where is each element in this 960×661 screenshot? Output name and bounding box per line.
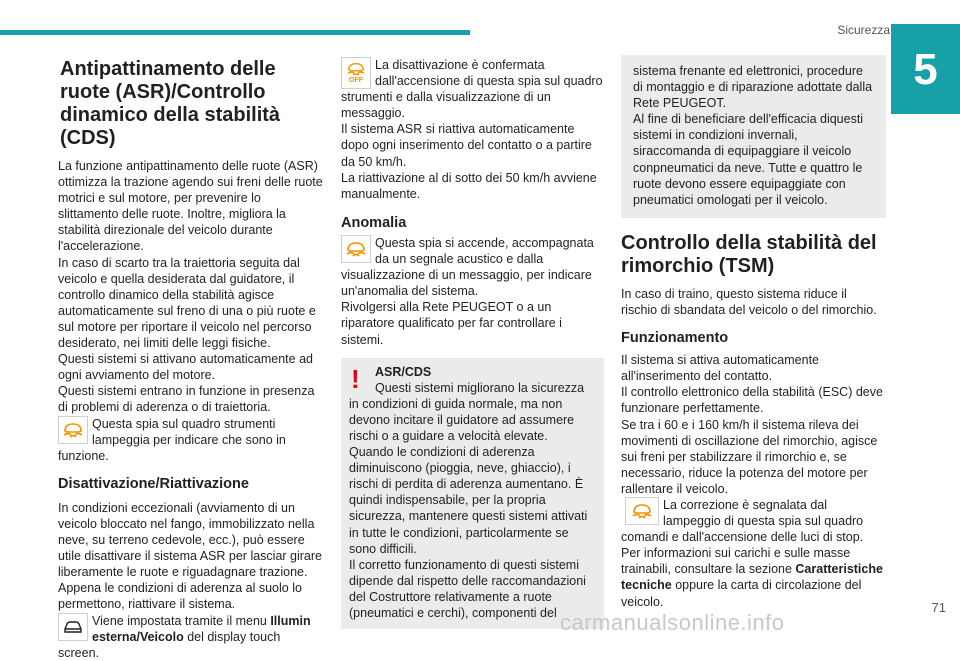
off-lamp-paragraph bbox=[341, 57, 604, 121]
operation-paragraph: Il controllo elettronico della stabilità (ESC) deve funzionare perfettamente. bbox=[621, 385, 883, 416]
load-info-paragraph bbox=[621, 545, 886, 609]
esc-warning-icon bbox=[625, 497, 659, 525]
menu-path: Illumin esterna/Veicolo bbox=[92, 613, 311, 644]
anomaly-paragraph bbox=[341, 235, 604, 299]
info-box bbox=[621, 55, 886, 218]
tsm-lamp-paragraph bbox=[621, 497, 886, 545]
intro-paragraph: Questi sistemi entrano in funzione in presenza di problemi di aderenza o di traiettoria. bbox=[58, 384, 315, 415]
info-box-paragraph: Al fine di beneficiare dell'efficacia diquesti sistemi in condizioni invernali, siraccomanda di equipaggiare il veicolo conpneumatici da neve. Tutte e quattro le ruote devono essere equipaggiate con pneumatici omologati per il veicolo. bbox=[633, 112, 864, 207]
tsm-intro: In caso di traino, questo sistema riduce il rischio di sbandata del veicolo o del rimorchio. bbox=[621, 286, 877, 317]
anomaly-advice: Rivolgersi alla Rete PEUGEOT o a un riparatore qualificato per far controllare i sistemi. bbox=[341, 300, 562, 347]
watermark: carmanualsonline.info bbox=[560, 610, 785, 635]
lamp-paragraph bbox=[58, 416, 323, 464]
subsection-title-deactivation: Disattivazione/Riattivazione bbox=[58, 475, 249, 492]
info-box-paragraph: sistema frenante ed elettronici, procedure di montaggio e di riparazione adottate dalla Rete PEUGEOT. bbox=[633, 64, 873, 111]
menu-text-before: Viene impostata tramite il menu bbox=[92, 613, 271, 628]
anomaly-text: Questa spia si accende, accompagnata da un segnale acustico e dalla visualizzazione di un messaggio, per indicare un'anomalia del sistema. bbox=[341, 235, 594, 299]
deactivation-paragraph: Appena le condizioni di aderenza al suolo lo permettono, riattivare il sistema. bbox=[58, 581, 302, 612]
menu-paragraph bbox=[58, 613, 323, 661]
section-title-asr: Antipattinamento delle ruote (ASR)/Controllo dinamico della stabilità (CDS) bbox=[60, 58, 281, 149]
intro-paragraph: In caso di scarto tra la traiettoria seguita dal veicolo e quella desiderata dal guidatore, il controllo dinamico della stabilità agisce automaticamente sul freno di una o più ruote e sul motore per riportare il veicolo nel percorso desiderato, nei limiti delle leggi fisiche. bbox=[58, 255, 316, 351]
page-number: 71 bbox=[931, 600, 946, 615]
column-3 bbox=[621, 55, 886, 610]
warning-paragraph: Quando le condizioni di aderenza diminuiscono (pioggia, neve, ghiaccio), i rischi di perdita di aderenza aumentano. È quindi indispensabile, per la propria sicurezza, mantenere questi sistemi attivati in tutte le condizioni, particolarmente se sono difficili. bbox=[349, 445, 588, 556]
warning-paragraph: Questi sistemi migliorano la sicurezza in condizioni di guida normale, ma non devono incitare il guidatore ad assumere rischi o a guidare a velocità elevate. bbox=[349, 380, 585, 443]
esc-warning-icon bbox=[58, 416, 88, 444]
operation-paragraph: Se tra i 60 e i 160 km/h il sistema rileva dei movimenti di oscillazione del rimorchio, agisce sui freni per stabilizzare il rimorchio e, se necessario, riduce la potenza del motore per rallentare il veicolo. bbox=[621, 417, 878, 496]
operation-paragraph: Il sistema si attiva automaticamente all'inserimento del contatto. bbox=[621, 353, 819, 384]
column-2 bbox=[341, 57, 604, 629]
lamp-text: Questa spia sul quadro strumenti lampeggia per indicare che sono in funzione. bbox=[58, 416, 286, 463]
tsm-lamp-text: La correzione è segnalata dal lampeggio di questa spia sul quadro comandi e dall'accensione delle luci di stop. bbox=[621, 497, 864, 545]
intro-paragraph: La funzione antipattinamento delle ruote (ASR) ottimizza la trazione agendo sui freni delle ruote motrici e sul motore, per prevenire lo slittamento delle ruote. Inoltre, migliora la stabilità direzionale del veicolo durante l'accelerazione. bbox=[58, 159, 323, 254]
warning-icon: ! bbox=[351, 363, 360, 394]
off-text: La disattivazione è confermata dall'accensione di questa spia sul quadro strumenti e dalla visualizzazione di un messaggio. bbox=[341, 58, 603, 121]
esc-off-icon bbox=[341, 57, 371, 89]
warning-paragraph: Il corretto funzionamento di questi sistemi dipende dal rispetto delle raccomandazioni del Costruttore relativamente a ruote (pneumatici e cerchi), componenti del bbox=[349, 557, 586, 620]
warning-box bbox=[341, 358, 604, 630]
load-info-after: oppure la carta di circolazione del veicolo. bbox=[621, 578, 862, 609]
menu-text-after: del display touch screen. bbox=[58, 629, 281, 660]
section-label: Sicurezza bbox=[837, 23, 890, 37]
header-accent-bar bbox=[0, 30, 470, 35]
load-info-before: Per informazioni sui carichi e sulle masse trainabili, consultare la sezione bbox=[621, 546, 851, 577]
off-label: OFF bbox=[349, 77, 363, 84]
column-1 bbox=[58, 58, 323, 661]
load-info-link: Caratteristiche tecniche bbox=[621, 562, 883, 593]
intro-paragraph: Questi sistemi si attivano automaticamente ad ogni avviamento del motore. bbox=[58, 352, 313, 383]
subsection-title-anomaly: Anomalia bbox=[341, 214, 407, 231]
section-title-tsm: Controllo della stabilità del rimorchio (TSM) bbox=[621, 231, 877, 277]
subsection-title-operation: Funzionamento bbox=[621, 330, 729, 347]
car-icon bbox=[58, 613, 88, 641]
esc-warning-icon bbox=[341, 235, 371, 263]
reactivation-paragraph: La riattivazione al di sotto dei 50 km/h avviene manualmente. bbox=[341, 170, 597, 201]
warning-title: ASR/CDS bbox=[375, 364, 432, 379]
reactivation-paragraph: Il sistema ASR si riattiva automaticamente dopo ogni inserimento del contatto o a partire da 50 km/h. bbox=[341, 122, 592, 169]
deactivation-paragraph: In condizioni eccezionali (avviamento di un veicolo bloccato nel fango, immobilizzato nella neve, su terreno cedevole, ecc.), può essere utile disattivare il sistema ASR per lasciar girare liberamente le ruote e riguadagnare trazione. bbox=[58, 500, 322, 580]
chapter-tab: 5 bbox=[891, 24, 960, 114]
